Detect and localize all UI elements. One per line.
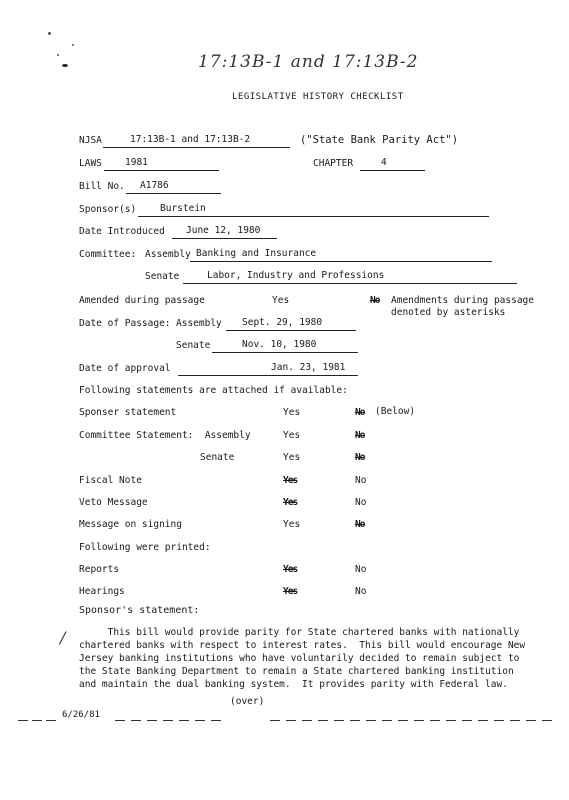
footer-dash [510,720,520,721]
footer-dash [494,720,504,721]
footer-dash [334,720,344,721]
bill-label: Bill No. [79,181,125,192]
passage-senate-value: Nov. 10, 1980 [242,339,317,350]
footer-dash [302,720,312,721]
statement-no-committee-senate: No [355,452,365,463]
scan-speck [72,44,74,46]
printed-yes-hearings: Yes [283,586,298,597]
committee-senate-value: Labor, Industry and Professions [207,270,385,281]
sponsor-statement-line: the State Banking Department to remain a State chartered banking institution [79,666,514,677]
page-title: LEGISLATIVE HISTORY CHECKLIST [232,92,404,102]
laws-underline [104,170,219,171]
statement-label-sponsor: Sponser statement [79,407,177,418]
chapter-label: CHAPTER [313,158,354,169]
footer-dash [179,720,189,721]
printed-heading: Following were printed: [79,542,211,553]
njsa-label: NJSA [79,135,102,146]
bill-underline [126,193,221,194]
footer-dash [446,720,456,721]
approval-value: Jan. 23, 1981 [271,362,346,373]
statement-yes-fiscal-note: Yes [283,475,298,486]
statement-no-veto-message: No [355,497,367,508]
footer-dash [398,720,408,721]
printed-no-reports: No [355,564,367,575]
sponsor-statement-text [79,626,529,691]
amended-note-2: denoted by asterisks [391,307,506,318]
passage-assembly-value: Sept. 29, 1980 [242,317,323,328]
sponsor-label: Sponsor(s) [79,204,137,215]
printed-no-hearings: No [355,586,367,597]
committee-assembly-underline [190,261,492,262]
scan-speck [62,64,68,67]
statement-no-sponsor: No [355,407,365,418]
committee-senate-underline [183,283,517,284]
printed-label-hearings: Hearings [79,586,125,597]
passage-label: Date of Passage: [79,318,171,329]
committee-assembly-value: Banking and Insurance [196,248,317,259]
amended-no: No [370,295,380,306]
footer-dash [350,720,360,721]
statement-yes-veto-message: Yes [283,497,298,508]
sponsor-statement-line: This bill would provide parity for State chartered banks with nationally [79,627,520,638]
committee-senate-label: Senate [145,271,180,282]
statement-label-committee-senate: Senate [200,452,235,463]
footer-dash [163,720,173,721]
margin-mark: / [60,628,66,647]
statement-note-sponsor: (Below) [375,406,416,417]
attached-heading: Following statements are attached if available: [79,385,348,396]
footer-dash [46,720,56,721]
footer-dash [318,720,328,721]
committee-label: Committee: [79,249,137,260]
njsa-value: 17:13B-1 and 17:13B-2 [130,134,251,145]
printed-label-reports: Reports [79,564,120,575]
amended-note-1: Amendments during passage [391,295,534,306]
laws-value: 1981 [125,157,148,168]
passage-assembly-underline [226,330,356,331]
footer-dash [366,720,376,721]
footer-dash [18,720,28,721]
footer-dash [414,720,424,721]
passage-assembly-label: Assembly [176,318,222,329]
date-introduced-underline [172,238,277,239]
laws-label: LAWS [79,158,102,169]
bill-value: A1786 [140,180,169,191]
footer-date: 6/26/81 [62,710,100,720]
footer-dash [115,720,125,721]
njsa-act-name: ("State Bank Parity Act") [300,134,459,146]
statement-yes-committee-assembly: Yes [283,430,301,441]
approval-underline [178,375,358,376]
scan-speck [57,54,59,56]
statement-yes-message-on-signing: Yes [283,519,301,530]
footer-dash [286,720,296,721]
footer-dash [462,720,472,721]
statement-label-veto-message: Veto Message [79,497,148,508]
handwritten-title: 17:13B-1 and 17:13B-2 [198,52,419,72]
sponsor-statement-heading: Sponsor's statement: [79,605,200,616]
footer-dash [542,720,552,721]
passage-senate-underline [212,352,358,353]
committee-assembly-label: Assembly [145,249,191,260]
footer-dash [270,720,280,721]
sponsor-underline [138,216,489,217]
over-note: (over) [230,696,265,707]
sponsor-statement-line: and maintain the dual banking system. It provides parity with Federal law. [79,679,508,690]
sponsor-statement-line: chartered banks with respect to interest rates. This bill would encourage New [79,640,526,651]
statement-yes-committee-senate: Yes [283,452,301,463]
printed-yes-reports: Yes [283,564,298,575]
footer-dash [147,720,157,721]
chapter-value: 4 [381,157,387,168]
statement-no-committee-assembly: No [355,430,365,441]
footer-dash [195,720,205,721]
sponsor-statement-line: Jersey banking institutions who have voluntarily decided to remain subject to [79,653,520,664]
sponsor-value: Burstein [160,203,206,214]
footer-dash [32,720,42,721]
statement-label-fiscal-note: Fiscal Note [79,475,142,486]
footer-dash [526,720,536,721]
chapter-underline [360,170,425,171]
passage-senate-label: Senate [176,340,211,351]
date-introduced-value: June 12, 1980 [186,225,261,236]
statement-no-message-on-signing: No [355,519,365,530]
approval-label: Date of approval [79,363,171,374]
statement-label-message-on-signing: Message on signing [79,519,182,530]
statement-label-committee-assembly: Committee Statement: Assembly [79,430,251,441]
footer-dash [430,720,440,721]
footer-dash [131,720,141,721]
footer-dash [478,720,488,721]
statement-no-fiscal-note: No [355,475,367,486]
scan-speck [48,32,51,35]
footer-dash [382,720,392,721]
njsa-underline [103,147,290,148]
amended-yes: Yes [272,295,290,306]
statement-yes-sponsor: Yes [283,407,301,418]
date-introduced-label: Date Introduced [79,226,165,237]
footer-dash [211,720,221,721]
amended-label: Amended during passage [79,295,205,306]
